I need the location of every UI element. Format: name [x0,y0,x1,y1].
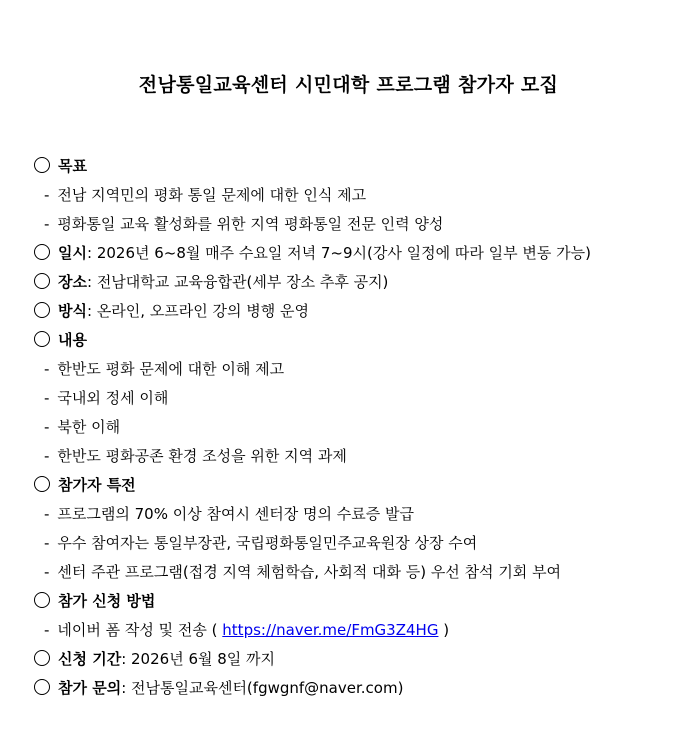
section-label: 장소 [58,273,87,291]
dash-bullet: - [44,389,50,407]
section-method [34,297,684,326]
list-item [34,384,684,413]
section-goal [34,152,684,181]
dash-bullet: - [44,360,50,378]
section-place [34,268,684,297]
section-schedule [34,239,684,268]
list-item [34,210,684,239]
dash-bullet: - [44,447,50,465]
list-item [34,616,684,645]
section-apply [34,587,684,616]
circle-bullet-icon [34,273,50,289]
section-label: 참가 신청 방법 [58,592,156,610]
section-label: 참가 문의 [58,679,122,697]
section-period [34,645,684,674]
list-item-text: 평화통일 교육 활성화를 위한 지역 평화통일 전문 인력 양성 [57,215,444,233]
circle-bullet-icon [34,244,50,260]
dash-bullet: - [44,418,50,436]
circle-bullet-icon [34,650,50,666]
section-label: 일시 [58,244,87,262]
list-item [34,355,684,384]
circle-bullet-icon [34,302,50,318]
section-inquiry [34,674,684,703]
application-form-link[interactable]: https://naver.me/FmG3Z4HG [222,621,439,639]
label-colon: : [86,302,97,320]
circle-bullet-icon [34,592,50,608]
dash-bullet: - [44,534,50,552]
list-item-text: 국내외 정세 이해 [57,389,169,407]
dash-bullet: - [44,215,50,233]
list-item-text: 북한 이해 [57,418,121,436]
page-title: 전남통일교육센터 시민대학 프로그램 참가자 모집 [138,74,559,96]
section-label: 내용 [58,331,87,349]
section-value: 2026년 6~8월 매주 수요일 저녁 7~9시(강사 일정에 따라 일부 변동 가능) [96,244,591,262]
dash-bullet: - [44,563,50,581]
list-item [34,529,684,558]
list-item [34,500,684,529]
label-colon: : [86,273,97,291]
section-label: 신청 기간 [58,650,122,668]
circle-bullet-icon [34,679,50,695]
list-item-text: 한반도 평화 문제에 대한 이해 제고 [57,360,285,378]
section-label: 방식 [58,302,87,320]
notice-body [34,152,684,703]
label-colon: : [121,650,132,668]
section-content [34,326,684,355]
circle-bullet-icon [34,157,50,173]
dash-bullet: - [44,621,50,639]
list-item-text: 한반도 평화공존 환경 조성을 위한 지역 과제 [57,447,347,465]
section-value: 전남통일교육센터(fgwgnf@naver.com) [131,679,404,697]
section-value: 전남대학교 교육융합관(세부 장소 추후 공지) [96,273,389,291]
list-item-text: 프로그램의 70% 이상 참여시 센터장 명의 수료증 발급 [57,505,414,523]
section-value: 온라인, 오프라인 강의 병행 운영 [96,302,310,320]
section-label: 참가자 특전 [58,476,136,494]
label-colon: : [86,244,97,262]
list-item [34,442,684,471]
list-item [34,181,684,210]
circle-bullet-icon [34,476,50,492]
list-item-text: 우수 참여자는 통일부장관, 국립평화통일민주교육원장 상장 수여 [57,534,478,552]
list-item [34,558,684,587]
section-benefits [34,471,684,500]
apply-text-before: 네이버 폼 작성 및 전송 ( [57,621,223,639]
list-item-text: 센터 주관 프로그램(접경 지역 체험학습, 사회적 대화 등) 우선 참석 기회 부여 [57,563,562,581]
list-item [34,413,684,442]
dash-bullet: - [44,505,50,523]
section-label: 목표 [58,157,87,175]
dash-bullet: - [44,186,50,204]
label-colon: : [121,679,132,697]
section-value: 2026년 6월 8일 까지 [131,650,276,668]
list-item-text: 전남 지역민의 평화 통일 문제에 대한 인식 제고 [57,186,367,204]
circle-bullet-icon [34,331,50,347]
apply-text-after: ) [438,621,450,639]
